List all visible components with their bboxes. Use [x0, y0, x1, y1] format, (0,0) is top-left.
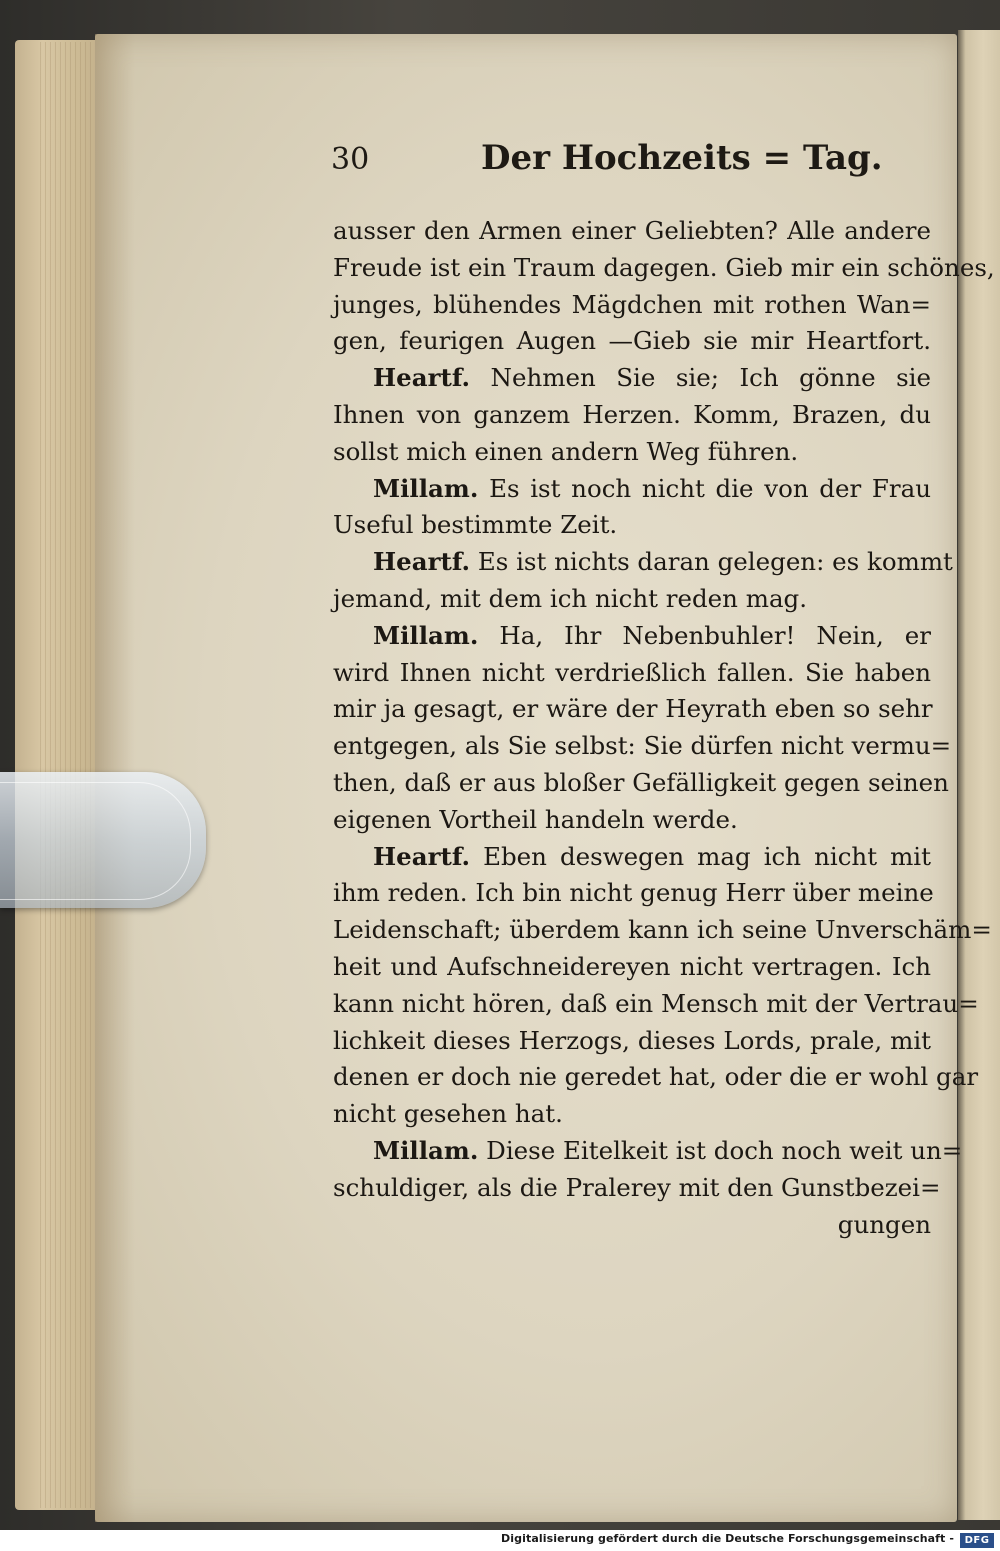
line-text: Useful bestimmte Zeit. [333, 510, 618, 540]
text-line [333, 323, 931, 360]
line-text: heit und Aufschneidereyen nicht vertragen. Ich [333, 951, 931, 981]
page-holder-ruler [0, 772, 206, 908]
running-title: Der Hochzeits = Tag. [481, 138, 883, 178]
text-line [333, 507, 931, 544]
text-line [333, 397, 931, 434]
speaker-name: Millam. [373, 1135, 479, 1165]
line-text: Leidenschaft; überdem kann ich seine Unverschäm= [333, 915, 992, 945]
digitization-footer [0, 1530, 1000, 1551]
text-line [333, 287, 931, 324]
text-line [333, 360, 931, 397]
text-line [333, 1059, 979, 1096]
ruler-highlight [0, 782, 191, 900]
page-header [331, 136, 883, 186]
line-text: then, daß er aus bloßer Gefälligkeit gegen seinen [333, 767, 949, 797]
text-line [333, 581, 931, 618]
text-line [333, 765, 949, 802]
line-text: Ha, Ihr Nebenbuhler! Nein, er [499, 620, 931, 650]
speaker-name: Millam. [373, 620, 479, 650]
text-line [333, 213, 931, 250]
page-number: 30 [331, 142, 370, 177]
text-line [333, 1023, 931, 1060]
text-line [333, 471, 931, 508]
text-line [333, 839, 931, 876]
line-text: eigenen Vortheil handeln werde. [333, 804, 738, 834]
line-text: Ihnen von ganzem Herzen. Komm, Brazen, du [333, 399, 931, 429]
text-line [333, 1133, 963, 1170]
line-text: Diese Eitelkeit ist doch noch weit un= [486, 1135, 963, 1165]
line-text: jemand, mit dem ich nicht reden mag. [333, 583, 808, 613]
line-text: ihm reden. Ich bin nicht genug Herr über meine [333, 878, 934, 908]
text-line [333, 250, 995, 287]
text-line [333, 875, 934, 912]
line-text: denen er doch nie geredet hat, oder die er wohl gar [333, 1062, 979, 1092]
speaker-name: Heartf. [373, 547, 471, 577]
line-text: kann nicht hören, daß ein Mensch mit der Vertrau= [333, 988, 979, 1018]
text-line [333, 986, 979, 1023]
text-line [333, 912, 992, 949]
speaker-name: Millam. [373, 473, 479, 503]
text-line [333, 544, 953, 581]
line-text: schuldiger, als die Pralerey mit den Gunstbezei= [333, 1172, 941, 1202]
line-text: nicht gesehen hat. [333, 1099, 563, 1129]
text-line [333, 1170, 941, 1207]
line-text: Es ist nichts daran gelegen: es kommt [477, 547, 953, 577]
text-line [333, 1096, 931, 1133]
line-text: ausser den Armen einer Geliebten? Alle andere [333, 216, 931, 245]
speaker-name: Heartf. [373, 841, 471, 871]
line-text: Eben deswegen mag ich nicht mit [483, 841, 931, 871]
line-text: Nehmen Sie sie; Ich gönne sie [490, 363, 931, 393]
text-line [333, 691, 931, 728]
text-line [333, 618, 931, 655]
dfg-logo: DFG [960, 1533, 994, 1548]
line-text: gen, feurigen Augen —Gieb sie mir Heartfort. [333, 326, 931, 356]
body-text [333, 213, 995, 1243]
catchword: gungen [837, 1209, 931, 1239]
line-text: Freude ist ein Traum dagegen. Gieb mir ein schönes, [333, 252, 995, 282]
funding-credit: Digitalisierung gefördert durch die Deutsche Forschungsgemeinschaft - [501, 1532, 954, 1545]
text-line [333, 802, 931, 839]
line-text: sollst mich einen andern Weg führen. [333, 436, 799, 466]
line-text: entgegen, als Sie selbst: Sie dürfen nicht vermu= [333, 731, 952, 761]
text-line [333, 655, 931, 692]
text-line [333, 949, 931, 986]
line-text: junges, blühendes Mägdchen mit rothen Wan= [333, 289, 931, 319]
line-text: wird Ihnen nicht verdrießlich fallen. Sie haben [333, 657, 931, 687]
line-text: lichkeit dieses Herzogs, dieses Lords, prale, mit [333, 1025, 931, 1055]
line-text: Es ist noch nicht die von der Frau [489, 473, 931, 503]
text-line [333, 728, 952, 765]
text-line [333, 434, 931, 471]
speaker-name: Heartf. [373, 363, 471, 393]
line-text: mir ja gesagt, er wäre der Heyrath eben so sehr [333, 694, 933, 724]
